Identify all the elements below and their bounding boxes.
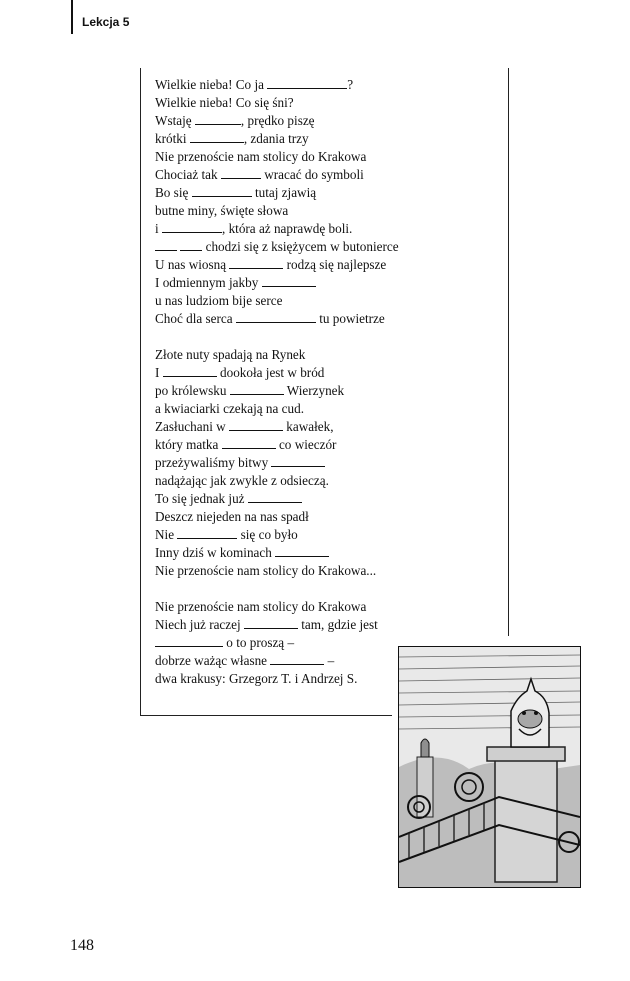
lyric-text: , prędko piszę xyxy=(240,113,315,128)
lyric-text: Deszcz niejeden na nas spadł xyxy=(155,509,309,524)
lyric-text: się co było xyxy=(237,527,298,542)
lyric-text: , która aż naprawdę boli. xyxy=(221,221,353,236)
fill-in-blank xyxy=(229,419,283,431)
lyric-text: ? xyxy=(347,77,354,92)
fill-in-blank xyxy=(222,437,276,449)
lyric-text: – xyxy=(324,653,335,668)
lyric-text: przeżywaliśmy bitwy xyxy=(155,455,272,470)
lyric-line xyxy=(155,472,500,490)
lyric-text: Niech już raczej xyxy=(155,617,244,632)
fill-in-blank xyxy=(230,383,284,395)
lyric-line xyxy=(155,508,500,526)
lyric-line xyxy=(155,202,500,220)
lyric-line xyxy=(155,274,500,292)
lyric-text: tam, gdzie jest xyxy=(297,617,378,632)
lyric-line xyxy=(155,148,500,166)
lyric-text: Bo się xyxy=(155,185,192,200)
fill-in-blank xyxy=(180,239,202,251)
lyric-line xyxy=(155,382,500,400)
fill-in-blank xyxy=(190,131,244,143)
lyric-text: chodzi się z księżycem w butonierce xyxy=(202,239,399,254)
stanza xyxy=(155,346,500,580)
lyric-line xyxy=(155,184,500,202)
lyric-text: Nie przenoście nam stolicy do Krakowa... xyxy=(155,563,377,578)
lyric-text: rodzą się najlepsze xyxy=(283,257,387,272)
lyric-text: To się jednak już xyxy=(155,491,248,506)
fill-in-blank xyxy=(163,365,217,377)
lyric-text: Nie przenoście nam stolicy do Krakowa xyxy=(155,599,367,614)
fill-in-blank xyxy=(192,185,252,197)
lyric-line xyxy=(155,364,500,382)
lyric-text: a kwiaciarki czekają na cud. xyxy=(155,401,305,416)
box-border-left xyxy=(140,68,141,716)
lyric-text: i xyxy=(155,221,162,236)
lyric-text: I odmiennym jakby xyxy=(155,275,262,290)
lyric-line xyxy=(155,292,500,310)
lyric-text: Wierzynek xyxy=(283,383,345,398)
lyric-text: po królewsku xyxy=(155,383,230,398)
lyric-text: tutaj zjawią xyxy=(251,185,317,200)
lyric-text: , zdania trzy xyxy=(243,131,309,146)
lyric-text: kawałek, xyxy=(282,419,334,434)
lyric-line xyxy=(155,598,500,616)
lyric-text: Nie przenoście nam stolicy do Krakowa xyxy=(155,149,367,164)
lyric-text: tu powietrze xyxy=(315,311,385,326)
lyric-text: dwa krakusy: Grzegorz T. i Andrzej S. xyxy=(155,671,358,686)
box-border-bottom xyxy=(140,715,392,716)
fill-in-blank xyxy=(155,635,223,647)
lyric-line xyxy=(155,166,500,184)
lyric-text: co wieczór xyxy=(275,437,337,452)
lyric-text: u nas ludziom bije serce xyxy=(155,293,283,308)
lyric-text: dookoła jest w bród xyxy=(216,365,325,380)
fill-in-blank xyxy=(162,221,222,233)
lyric-line xyxy=(155,436,500,454)
lyric-line xyxy=(155,616,500,634)
lyric-line xyxy=(155,238,500,256)
lyric-text: U nas wiosną xyxy=(155,257,230,272)
lyric-line xyxy=(155,400,500,418)
fill-in-blank xyxy=(262,275,316,287)
fill-in-blank xyxy=(155,239,177,251)
lyric-line xyxy=(155,256,500,274)
box-border-right xyxy=(508,68,509,636)
lyric-line xyxy=(155,76,500,94)
song-lyrics xyxy=(155,76,500,688)
illustration-drawing xyxy=(399,647,580,887)
lyric-line xyxy=(155,346,500,364)
lyric-text: butne miny, święte słowa xyxy=(155,203,289,218)
lyric-line xyxy=(155,310,500,328)
lyric-line xyxy=(155,526,500,544)
lyric-text: Zasłuchani w xyxy=(155,419,229,434)
fill-in-blank xyxy=(221,167,261,179)
lyric-text: który matka xyxy=(155,437,222,452)
header-rule xyxy=(71,0,73,34)
lyric-text: o to proszą – xyxy=(223,635,295,650)
fill-in-blank xyxy=(271,455,325,467)
lyric-text: Wielkie nieba! Co ja xyxy=(155,77,268,92)
lyric-line xyxy=(155,220,500,238)
lyric-text: Choć dla serca xyxy=(155,311,236,326)
fill-in-blank xyxy=(177,527,237,539)
lyric-line xyxy=(155,418,500,436)
lyric-text: Wielkie nieba! Co się śni? xyxy=(155,95,294,110)
lyric-text: Inny dziś w kominach xyxy=(155,545,276,560)
lyric-text: Chociaż tak xyxy=(155,167,221,182)
lyric-line xyxy=(155,454,500,472)
stanza xyxy=(155,76,500,328)
lyric-line xyxy=(155,130,500,148)
illustration-stone-gargoyle-gate xyxy=(398,646,581,888)
fill-in-blank xyxy=(248,491,302,503)
lyric-line xyxy=(155,112,500,130)
fill-in-blank xyxy=(270,653,324,665)
lyric-text: dobrze ważąc własne xyxy=(155,653,271,668)
fill-in-blank xyxy=(236,311,316,323)
fill-in-blank xyxy=(195,113,241,125)
page-number: 148 xyxy=(70,937,94,954)
lyric-text: Wstaję xyxy=(155,113,195,128)
lyric-line xyxy=(155,544,500,562)
fill-in-blank xyxy=(267,77,347,89)
lyric-text: krótki xyxy=(155,131,190,146)
lesson-title: Lekcja 5 xyxy=(82,15,130,29)
lyric-line xyxy=(155,562,500,580)
lyric-text: Nie xyxy=(155,527,178,542)
fill-in-blank xyxy=(244,617,298,629)
lyric-text: nadążając jak zwykle z odsieczą. xyxy=(155,473,329,488)
lyric-line xyxy=(155,94,500,112)
lyric-line xyxy=(155,490,500,508)
lyric-text: wracać do symboli xyxy=(260,167,364,182)
lyric-text: I xyxy=(155,365,163,380)
lyric-text: Złote nuty spadają na Rynek xyxy=(155,347,306,362)
fill-in-blank xyxy=(229,257,283,269)
fill-in-blank xyxy=(275,545,329,557)
